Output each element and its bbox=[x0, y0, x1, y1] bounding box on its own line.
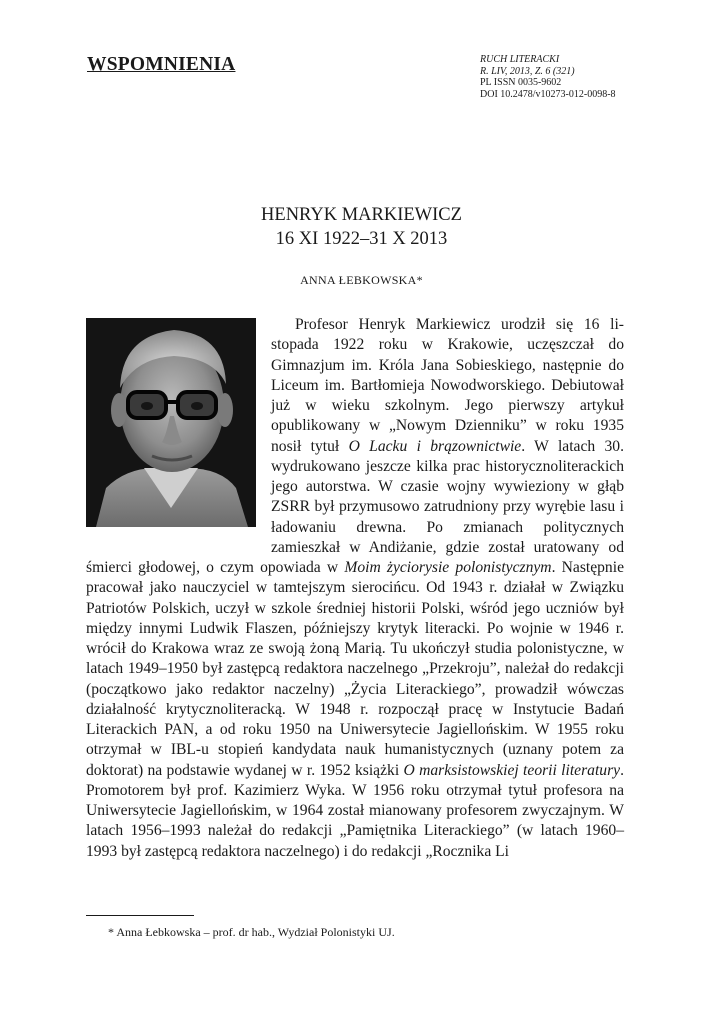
author-name: ANNA ŁEBKOWSKA* bbox=[300, 273, 423, 287]
body-text bbox=[86, 315, 624, 862]
journal-name: RUCH LITERACKI bbox=[480, 54, 560, 65]
section-title: WSPOMNIENIA bbox=[87, 54, 236, 75]
body-part-1: Profesor Henryk Markiewicz urodził się 16 listopada 1922 roku w Krakowie, uczęszczał do Gimnazjum im. Króla Jana Sobieskiego, następnie do Liceum im. Bartłomieja Nowodworskiego. Debiutował już w wieku szkolnym. Jego pierwszy artykuł opublikowany w „Nowym Dzienniku” w roku 1935 nosił tytuł bbox=[271, 316, 624, 455]
body-part-4: . Promotorem był prof. Kazimierz Wyka. W 1956 roku otrzymał tytuł profesora na Uniwersytecie Jagiellońskim, w 1964 został mianowany profesorem zwyczajnym. W latach 1956–1993 należał do redakcji „Pamiętnika Literackiego” (w latach 1960–1993 był zastępcą redaktora naczelnego) i do redakcji „Rocznika Li bbox=[86, 761, 624, 860]
body-title-2: Moim życiorysie polonistycznym bbox=[344, 559, 552, 576]
body-part-2: . W latach 30. wydrukowano jeszcze kilka prac historycznoliterackich jego autorstwa. W czasie wojny wywieziony w głąb ZSRR był przymusowo zatrudniony przy wyrębie lasu i ładowaniu drewna. Po zmianach politycznych zamieszkał w Andiżanie, gdzie został uratowany od śmierci głodowej, o czym opowiada w bbox=[86, 437, 624, 576]
footnote: * Anna Łebkowska – prof. dr hab., Wydział Polonistyki UJ. bbox=[108, 925, 395, 939]
volume-issue: R. LIV, 2013, Z. 6 (321) bbox=[480, 65, 575, 77]
issn: PL ISSN 0035-9602 bbox=[480, 77, 562, 89]
body-title-3: O marksistowskiej teorii literatury bbox=[403, 761, 621, 779]
article-title-dates: 16 XI 1922–31 X 2013 bbox=[275, 229, 448, 249]
body-title-1: O Lacku i brązownictwie bbox=[348, 437, 522, 455]
body-part-3: . Następnie pracował jako nauczyciel w tamtejszym sierocińcu. Od 1943 r. działał w Związku Patriotów Polskich, uczył w szkole średniej historii Polski, wśród jego uczniów był między innymi Ludwik Flaszen, późniejszy krytyk literacki. Po wojnie w 1946 r. wrócił do Krakowa wraz ze swoją żoną Marią. Tu ukończył studia polonistyczne, w latach 1949–1950 był zastępcą redaktora naczelnego „Przekroju”, należał do redakcji (początkowo jako redaktor naczelny) „Życia Literackiego”, prowadził wówczas działalność krytycznoliteracką. W 1948 r. rozpoczął pracę w Instytucie Badań Literackich PAN, a od roku 1950 na Uniwersytecie Jagiellońskim. W 1955 roku otrzymał w IBL-u stopień kandydata nauk humanistycznych (uznany potem za doktorat) na podstawie wydanej w r. 1952 książki bbox=[86, 559, 624, 779]
article-title bbox=[0, 203, 723, 251]
article-title-name: HENRYK MARKIEWICZ bbox=[261, 205, 462, 225]
footnote-rule bbox=[86, 915, 194, 916]
photo-float-spacer bbox=[86, 315, 271, 547]
journal-info bbox=[480, 54, 680, 100]
doi: DOI 10.2478/v10273-012-0098-8 bbox=[480, 88, 616, 100]
